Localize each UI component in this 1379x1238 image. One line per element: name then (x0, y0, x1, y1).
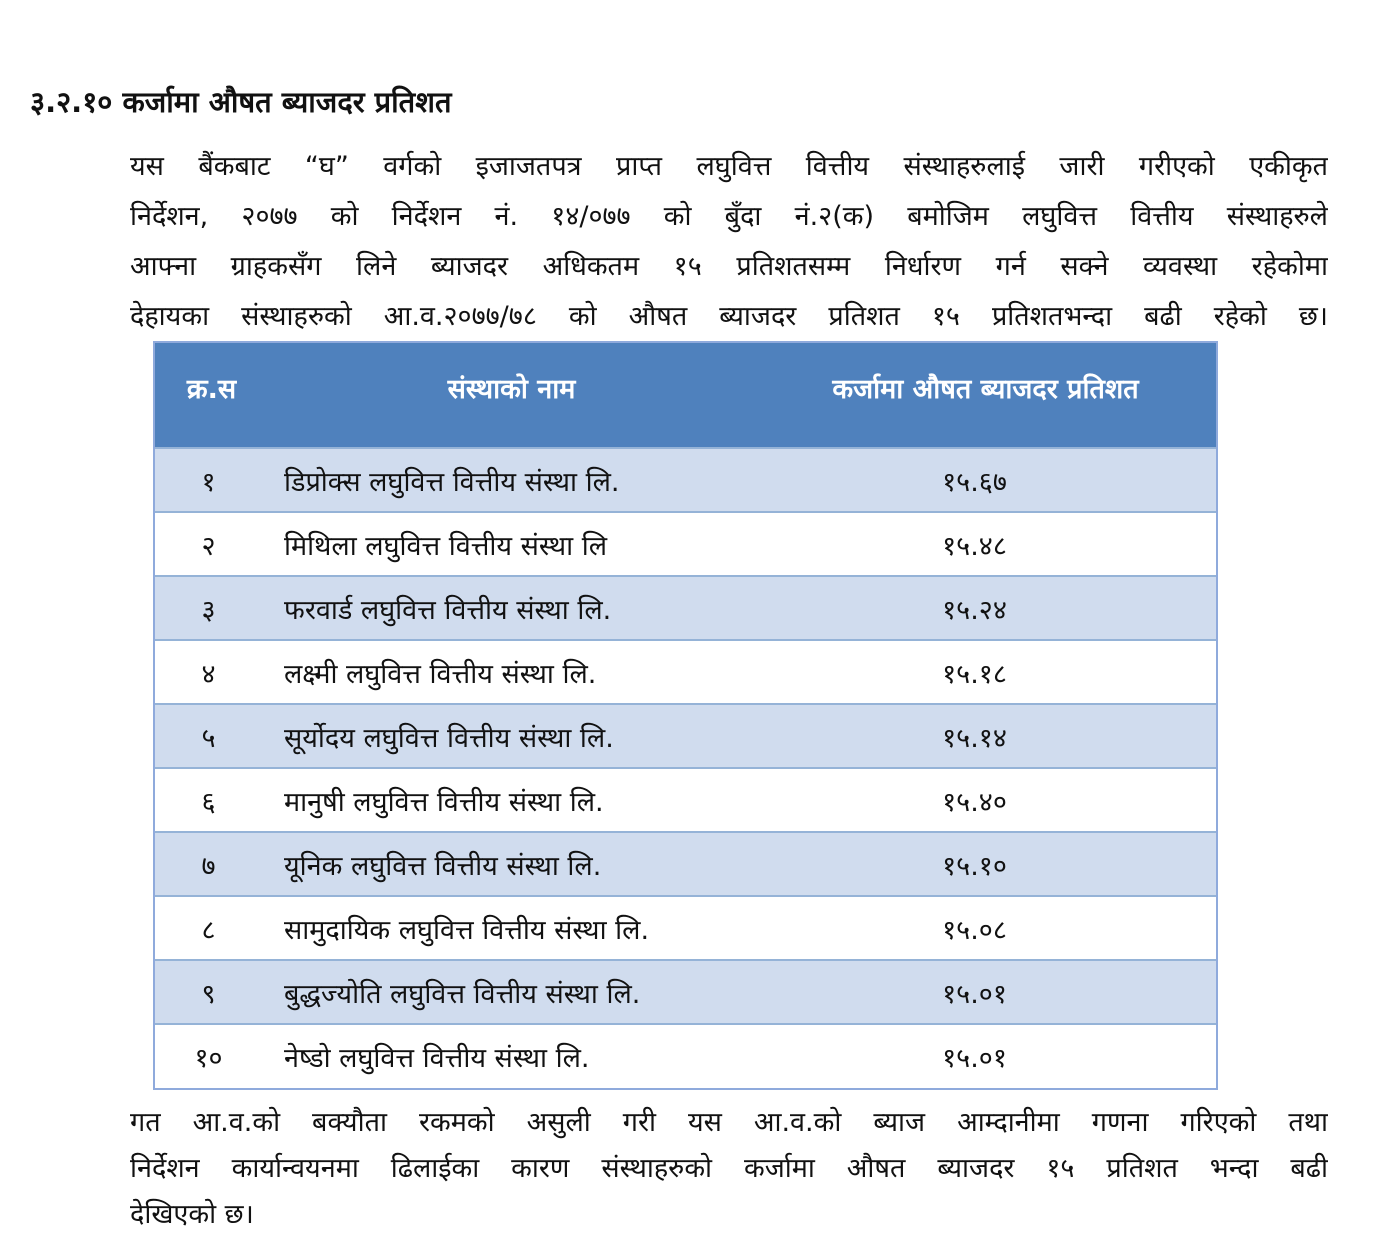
cell-average-rate: १५.१० (755, 832, 1216, 896)
cell-institution-name: सूर्योदय लघुवित्त वित्तीय संस्था लि. (268, 704, 755, 768)
cell-serial: ३ (155, 576, 268, 640)
intro-line: निर्देशन, २०७७ को निर्देशन नं. १४/०७७ को बुँदा नं.२(क) बमोजिम लघुवित्त वित्तीय संस्थाहरुले (130, 201, 1328, 232)
cell-serial: ९ (155, 960, 268, 1024)
outro-line: देखिएको छ। (130, 1199, 254, 1230)
table-row (155, 960, 1216, 1024)
intro-paragraph (130, 142, 1328, 342)
table-row (155, 832, 1216, 896)
cell-average-rate: १५.१८ (755, 640, 1216, 704)
cell-average-rate: १५.०८ (755, 896, 1216, 960)
table-row (155, 704, 1216, 768)
cell-institution-name: फरवार्ड लघुवित्त वित्तीय संस्था लि. (268, 576, 755, 640)
intro-line: आफ्ना ग्राहकसँग लिने ब्याजदर अधिकतम १५ प्रतिशतसम्म निर्धारण गर्न सक्ने व्यवस्था रहेकोमा (130, 251, 1328, 282)
section-heading: ३.२.१० कर्जामा औषत ब्याजदर प्रतिशत (30, 85, 452, 119)
interest-rate-table (153, 341, 1218, 1090)
cell-serial: ७ (155, 832, 268, 896)
cell-institution-name: यूनिक लघुवित्त वित्तीय संस्था लि. (268, 832, 755, 896)
cell-serial: १ (155, 448, 268, 512)
table-row (155, 640, 1216, 704)
table-row (155, 768, 1216, 832)
table (155, 343, 1216, 1088)
cell-institution-name: लक्ष्मी लघुवित्त वित्तीय संस्था लि. (268, 640, 755, 704)
cell-serial: ५ (155, 704, 268, 768)
cell-serial: ६ (155, 768, 268, 832)
header-institution-name: संस्थाको नाम (268, 343, 755, 448)
cell-institution-name: नेष्डो लघुवित्त वित्तीय संस्था लि. (284, 1043, 590, 1074)
cell-average-rate: १५.४० (755, 768, 1216, 832)
table-row (155, 576, 1216, 640)
cell-institution-name: मिथिला लघुवित्त वित्तीय संस्था लि (268, 512, 755, 576)
cell-institution-name: डिप्रोक्स लघुवित्त वित्तीय संस्था लि. (268, 448, 755, 512)
outro-line: निर्देशन कार्यान्वयनमा ढिलाईका कारण संस्थाहरुको कर्जामा औषत ब्याजदर १५ प्रतिशत भन्दा बढी (130, 1153, 1328, 1184)
cell-institution-name: मानुषी लघुवित्त वित्तीय संस्था लि. (268, 768, 755, 832)
cell-average-rate: १५.६७ (755, 448, 1216, 512)
cell-serial: २ (155, 512, 268, 576)
table-row (155, 896, 1216, 960)
cell-serial: ४ (155, 640, 268, 704)
table-row (155, 448, 1216, 512)
header-average-rate: कर्जामा औषत ब्याजदर प्रतिशत (755, 343, 1216, 448)
cell-serial: ८ (155, 896, 268, 960)
cell-institution-name: बुद्धज्योति लघुवित्त वित्तीय संस्था लि. (268, 960, 755, 1024)
header-serial: क्र.स (155, 343, 268, 448)
intro-line: यस बैंकबाट “घ” वर्गको इजाजतपत्र प्राप्त लघुवित्त वित्तीय संस्थाहरुलाई जारी गरीएको एकीकृत (130, 151, 1328, 182)
table-row (155, 1024, 1216, 1088)
cell-serial: १० (194, 1043, 223, 1074)
table-row (155, 512, 1216, 576)
cell-average-rate: १५.०१ (942, 1043, 1007, 1074)
table-header-row (155, 343, 1216, 448)
cell-average-rate: १५.०१ (755, 960, 1216, 1024)
intro-line: देहायका संस्थाहरुको आ.व.२०७७/७८ को औषत ब्याजदर प्रतिशत १५ प्रतिशतभन्दा बढी रहेको छ। (130, 301, 1328, 332)
cell-institution-name: सामुदायिक लघुवित्त वित्तीय संस्था लि. (268, 896, 755, 960)
cell-average-rate: १५.४८ (755, 512, 1216, 576)
outro-paragraph (130, 1100, 1328, 1238)
outro-line: गत आ.व.को बक्यौता रकमको असुली गरी यस आ.व.को ब्याज आम्दानीमा गणना गरिएको तथा (130, 1107, 1328, 1138)
cell-average-rate: १५.१४ (755, 704, 1216, 768)
cell-average-rate: १५.२४ (755, 576, 1216, 640)
